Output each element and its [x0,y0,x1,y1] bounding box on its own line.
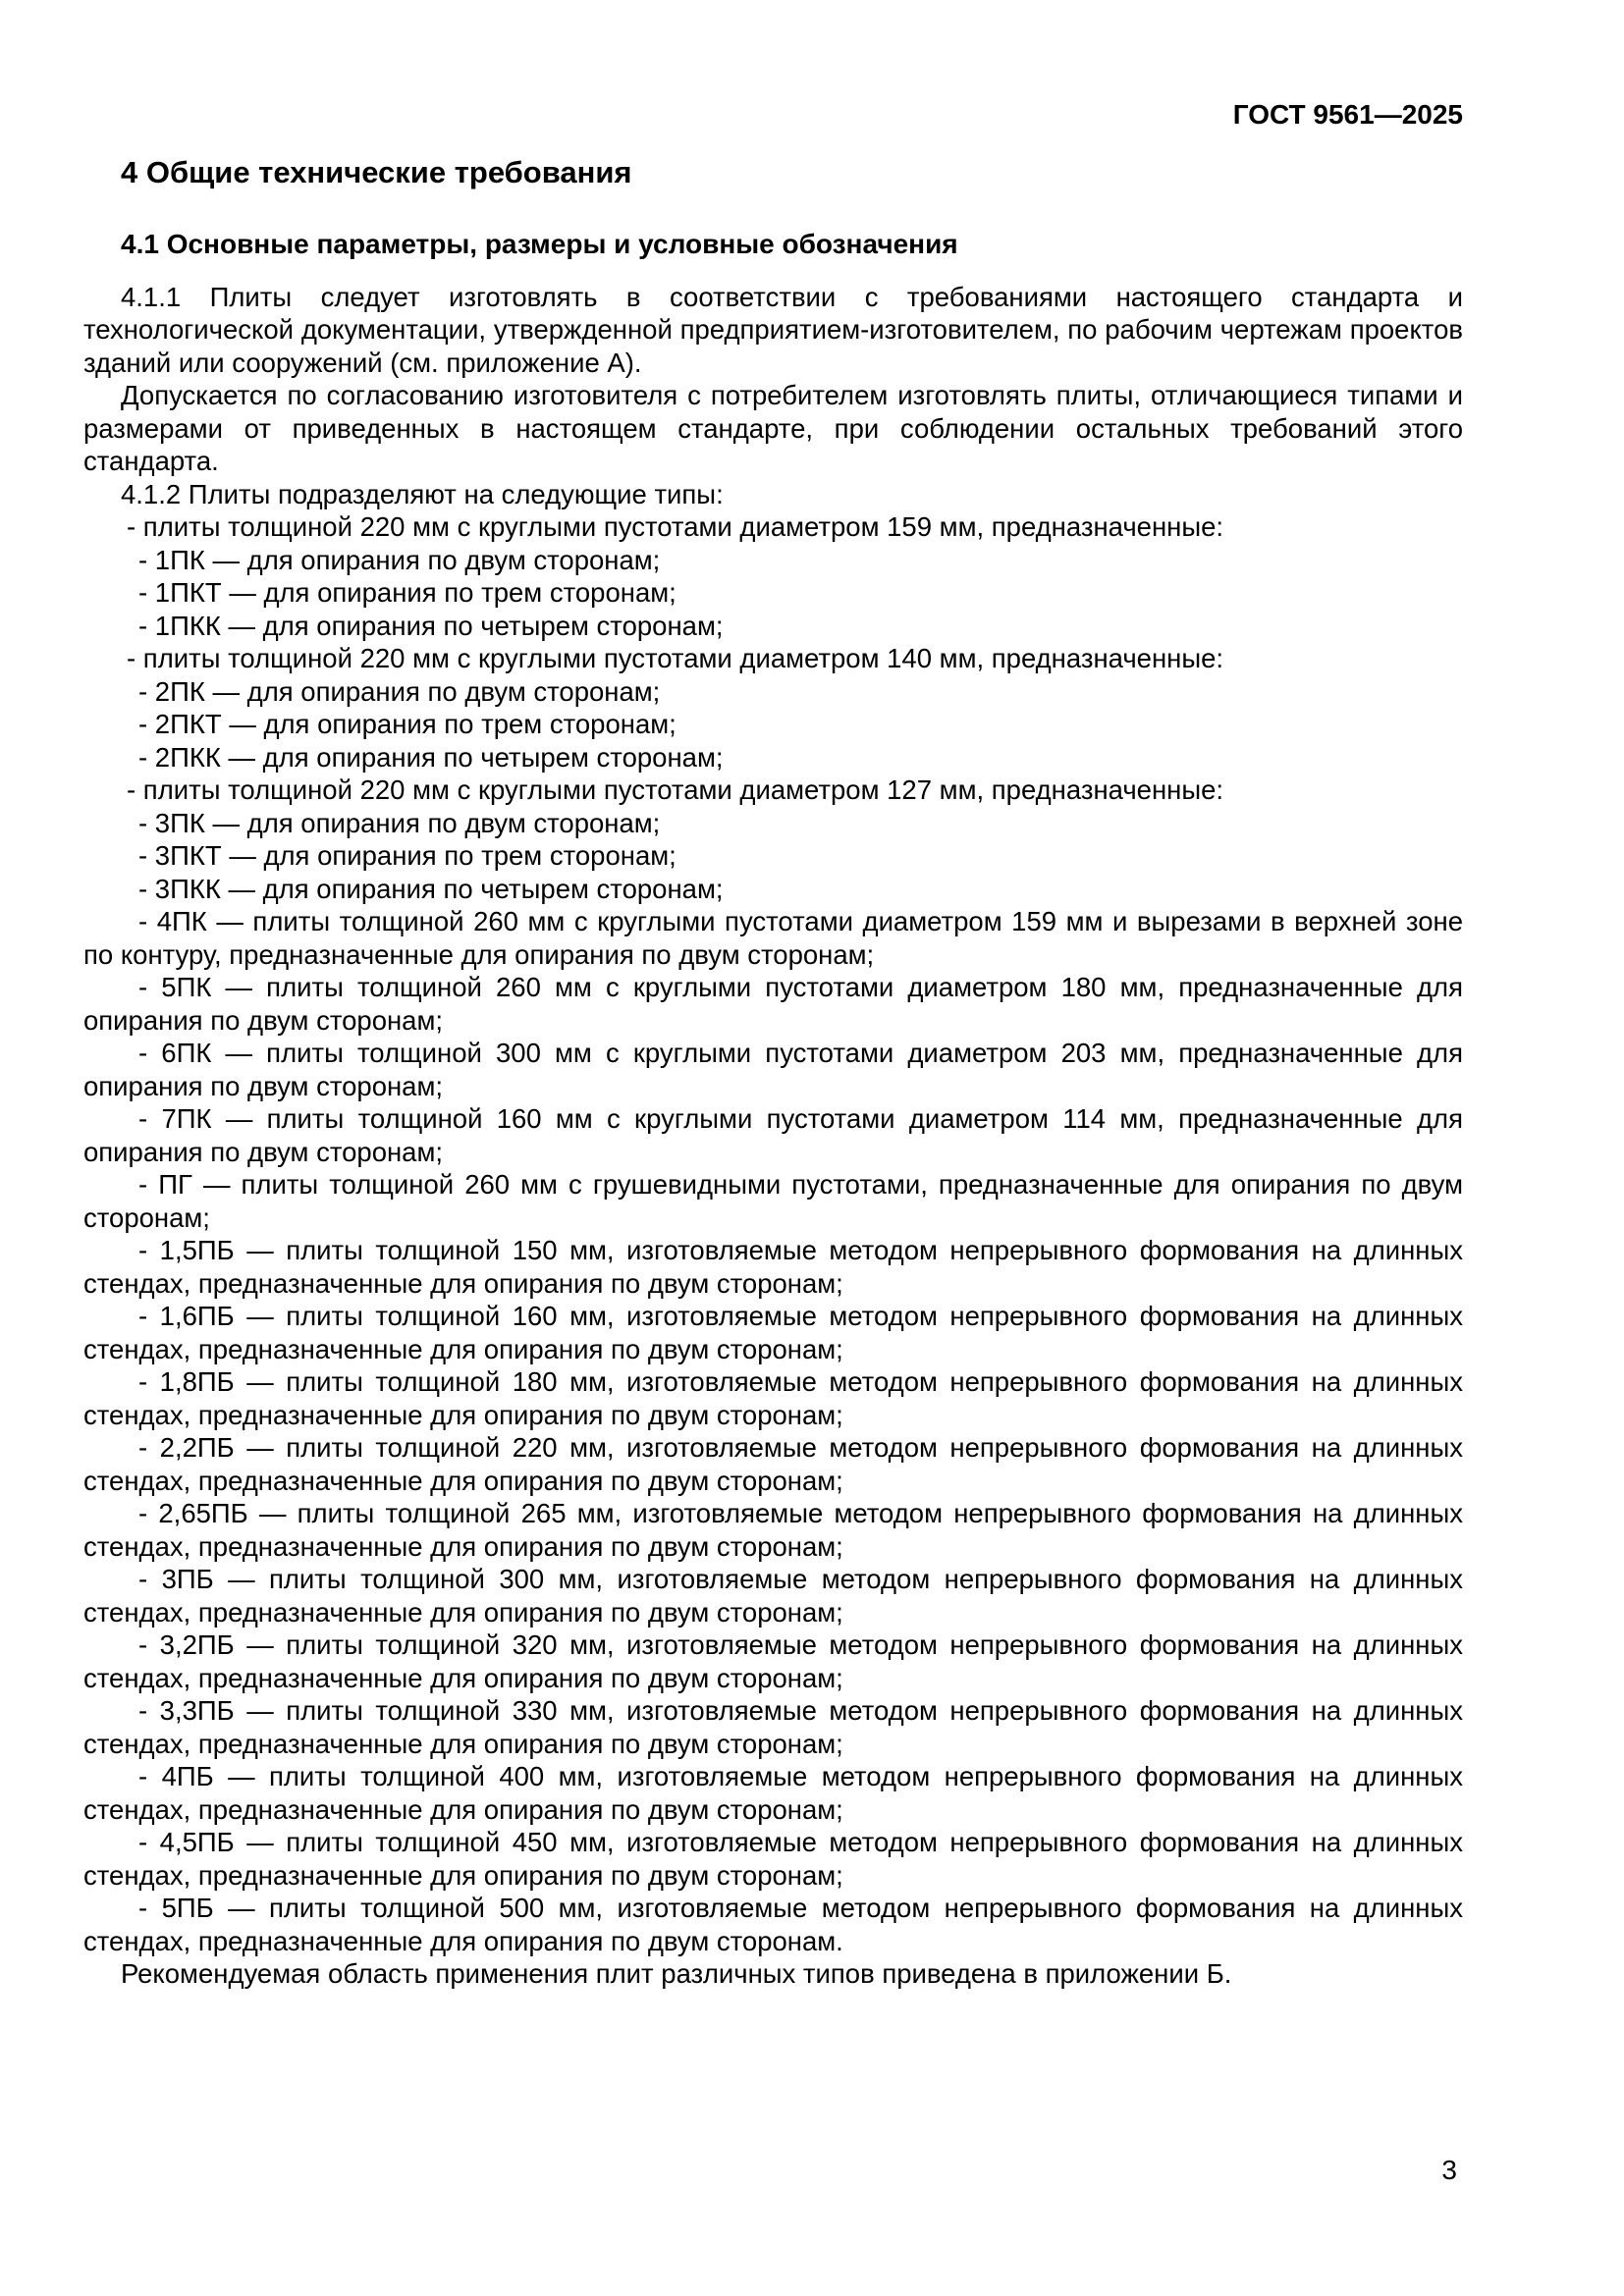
subsection-title: 4.1 Основные параметры, размеры и условные обозначения [121,228,958,259]
paragraph: Допускается по согласованию изготовителя с потребителем изготовлять плиты, отличающиеся типами и размерами от приведенных в настоящем стандарте, при соблюдении остальных требований этого стандарта. [83,380,1463,476]
list-item: - 4,5ПБ — плиты толщиной 450 мм, изготовляемые методом непрерывного формования на длинных стендах, предназначенные для опирания по двум сторонам; [83,1827,1463,1891]
list-item: - плиты толщиной 220 мм с круглыми пустотами диаметром 159 мм, предназначенные: [127,511,1224,542]
paragraph: 4.1.1 Плиты следует изготовлять в соответствии с требованиями настоящего стандарта и технологической документации, утвержденной предприятием-изготовителем, по рабочим чертежам проектов зданий или сооружений (см. приложение А). [83,281,1463,378]
list-item: - 5ПК — плиты толщиной 260 мм с круглыми пустотами диаметром 180 мм, предназначенные для опирания по двум сторонам; [83,972,1463,1036]
list-item: - 3,3ПБ — плиты толщиной 330 мм, изготовляемые методом непрерывного формования на длинных стендах, предназначенные для опирания по двум сторонам; [83,1695,1463,1759]
paragraph: Рекомендуемая область применения плит различных типов приведена в приложении Б. [121,1958,1232,1989]
list-item: - 7ПК — плиты толщиной 160 мм с круглыми пустотами диаметром 114 мм, предназначенные для опирания по двум сторонам; [83,1103,1463,1167]
list-item: - 5ПБ — плиты толщиной 500 мм, изготовляемые методом непрерывного формования на длинных стендах, предназначенные для опирания по двум сторонам. [83,1893,1463,1956]
list-item: - 2ПКТ — для опирания по трем сторонам; [138,709,677,739]
list-item: - 4ПБ — плиты толщиной 400 мм, изготовляемые методом непрерывного формования на длинных стендах, предназначенные для опирания по двум сторонам; [83,1761,1463,1825]
page-number: 3 [1441,2154,1457,2185]
list-item: - 2ПКК — для опирания по четырем сторонам; [138,741,724,773]
list-item: - 1,6ПБ — плиты толщиной 160 мм, изготовляемые методом непрерывного формования на длинных стендах, предназначенные для опирания по двум сторонам; [83,1301,1463,1364]
list-item: - 3ПКК — для опирания по четырем сторонам; [138,873,724,904]
list-item: - 4ПК — плиты толщиной 260 мм с круглыми пустотами диаметром 159 мм и вырезами в верхней зоне по контуру, предназначенные для опирания по двум сторонам; [83,906,1463,970]
document-body [83,281,1463,1991]
list-item: - 3ПК — для опирания по двум сторонам; [138,807,661,838]
list-item: - 3ПБ — плиты толщиной 300 мм, изготовляемые методом непрерывного формования на длинных стендах, предназначенные для опирания по двум сторонам; [83,1564,1463,1628]
list-item: - 2,65ПБ — плиты толщиной 265 мм, изготовляемые методом непрерывного формования на длинных стендах, предназначенные для опирания по двум сторонам; [83,1498,1463,1562]
list-item: - 3,2ПБ — плиты толщиной 320 мм, изготовляемые методом непрерывного формования на длинных стендах, предназначенные для опирания по двум сторонам; [83,1629,1463,1693]
list-item: - 3ПКТ — для опирания по трем сторонам; [138,840,677,871]
list-item: - 1ПКК — для опирания по четырем сторонам; [138,610,724,641]
list-item: - ПГ — плиты толщиной 260 мм с грушевидными пустотами, предназначенные для опирания по двум сторонам; [83,1169,1463,1233]
doc-reference: ГОСТ 9561—2025 [1232,99,1463,130]
list-item: - плиты толщиной 220 мм с круглыми пустотами диаметром 140 мм, предназначенные: [127,643,1224,673]
paragraph: 4.1.2 Плиты подразделяют на следующие типы: [121,478,724,509]
list-item: - 2,2ПБ — плиты толщиной 220 мм, изготовляемые методом непрерывного формования на длинных стендах, предназначенные для опирания по двум сторонам; [83,1432,1463,1496]
list-item: - 1ПК — для опирания по двум сторонам; [138,544,661,575]
list-item: - 2ПК — для опирания по двум сторонам; [138,675,661,707]
document-header [83,98,1463,132]
list-item: - 6ПК — плиты толщиной 300 мм с круглыми пустотами диаметром 203 мм, предназначенные для опирания по двум сторонам; [83,1038,1463,1101]
list-item: - 1,5ПБ — плиты толщиной 150 мм, изготовляемые методом непрерывного формования на длинных стендах, предназначенные для опирания по двум сторонам; [83,1235,1463,1299]
section-title: 4 Общие технические требования [121,154,632,189]
list-item: - плиты толщиной 220 мм с круглыми пустотами диаметром 127 мм, предназначенные: [127,774,1224,805]
list-item: - 1ПКТ — для опирания по трем сторонам; [138,577,677,608]
list-item: - 1,8ПБ — плиты толщиной 180 мм, изготовляемые методом непрерывного формования на длинных стендах, предназначенные для опирания по двум сторонам; [83,1366,1463,1430]
